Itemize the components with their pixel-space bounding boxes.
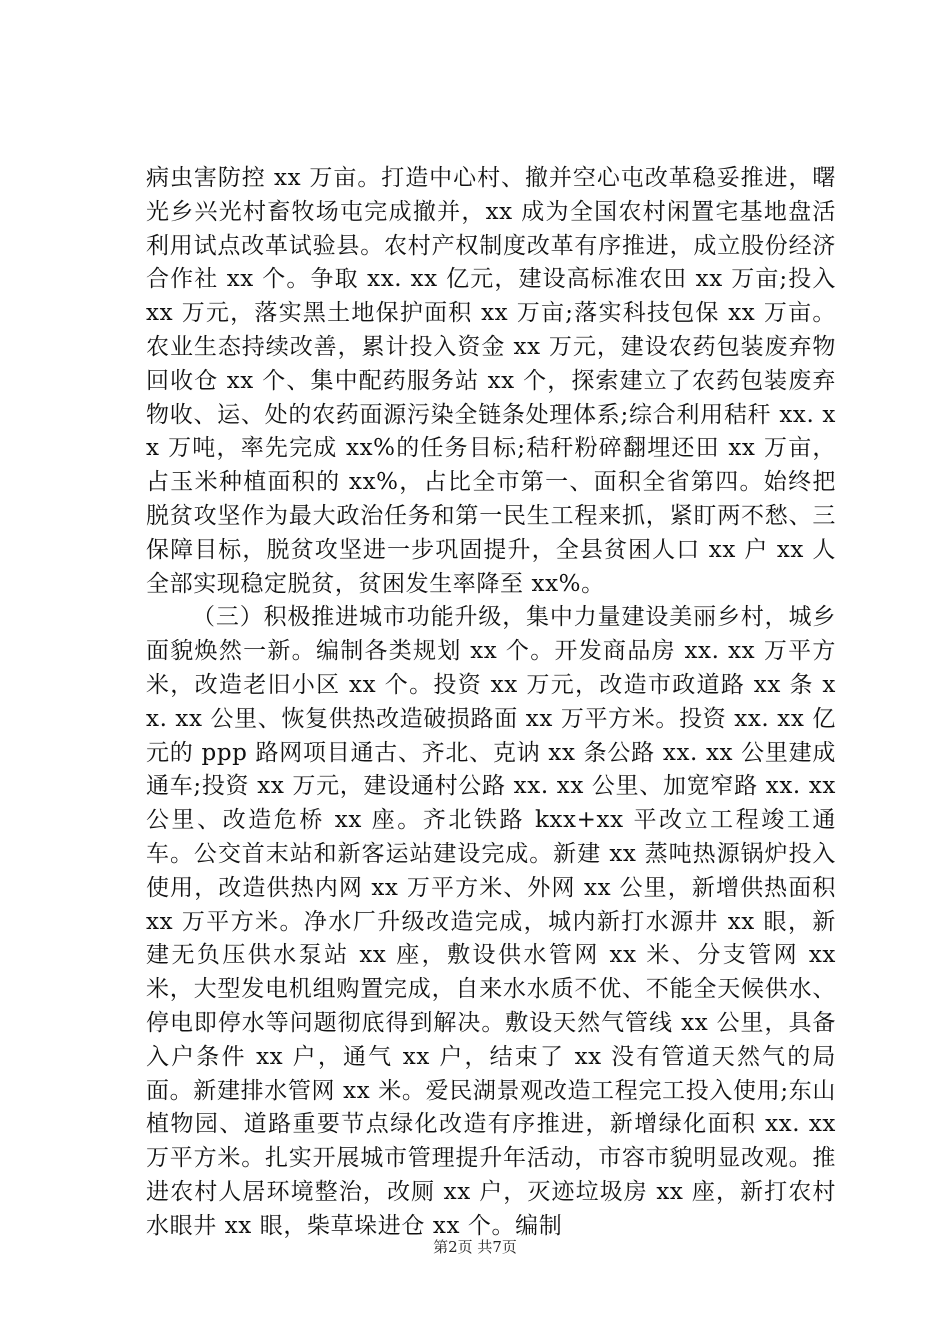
paragraph-1: 病虫害防控 xx 万亩。打造中心村、撤并空心屯改革稳妥推进，曙光乡兴光村畜牧场屯完成撤并，xx 成为全国农村闲置宅基地盘活利用试点改革试验县。农村产权制度改革有序推进，成立股份经济合作社 xx 个。争取 xx. xx 亿元，建设高标准农田 xx 万亩;投入 xx 万元，落实黑土地保护面积 xx 万亩;落实科技包保 xx 万亩。农业生态持续改善，累计投入资金 xx 万元，建设农药包装废弃物回收仓 xx 个、集中配药服务站 xx 个，探索建立了农药包装废弃物收、运、处的农药面源污染全链条处理体系;综合利用秸秆 xx. xx 万吨，率先完成 xx%的任务目标;秸秆粉碎翻埋还田 xx 万亩，占玉米种植面积的 xx%，占比全市第一、面积全省第四。始终把脱贫攻坚作为最大政治任务和第一民生工程来抓，紧盯两不愁、三保障目标，脱贫攻坚进一步巩固提升，全县贫困人口 xx 户 xx 人全部实现稳定脱贫，贫困发生率降至 xx%。 xyxy=(146,165,836,597)
paragraph-2: （三）积极推进城市功能升级，集中力量建设美丽乡村，城乡面貌焕然一新。编制各类规划 xx 个。开发商品房 xx. xx 万平方米，改造老旧小区 xx 个。投资 xx 万元，改造市政道路 xx 条 xx. xx 公里、恢复供热改造破损路面 xx 万平方米。投资 xx. xx 亿元的 ppp 路网项目通古、齐北、克讷 xx 条公路 xx. xx 公里建成通车;投资 xx 万元，建设通村公路 xx. xx 公里、加宽窄路 xx. xx 公里、改造危桥 xx 座。齐北铁路 kxx+xx 平改立工程竣工通车。公交首末站和新客运站建设完成。新建 xx 蒸吨热源锅炉投入使用，改造供热内网 xx 万平方米、外网 xx 公里，新增供热面积 xx 万平方米。净水厂升级改造完成，城内新打水源井 xx 眼，新建无负压供水泵站 xx 座，敷设供水管网 xx 米、分支管网 xx 米，大型发电机组购置完成，自来水水质不优、不能全天候供水、停电即停水等问题彻底得到解决。敷设天然气管线 xx 公里，具备入户条件 xx 户，通气 xx 户，结束了 xx 没有管道天然气的局面。新建排水管网 xx 米。爱民湖景观改造工程完工投入使用;东山植物园、道路重要节点绿化改造有序推进，新增绿化面积 xx. xx 万平方米。扎实开展城市管理提升年活动，市容市貌明显改观。推进农村人居环境整治，改厕 xx 户，灭迹垃圾房 xx 座，新打农村水眼井 xx 眼，柴草垛进仓 xx 个。编制 xyxy=(146,604,836,1239)
document-body xyxy=(146,162,836,1244)
page-footer: 第2页 共7页 xyxy=(433,1238,517,1256)
